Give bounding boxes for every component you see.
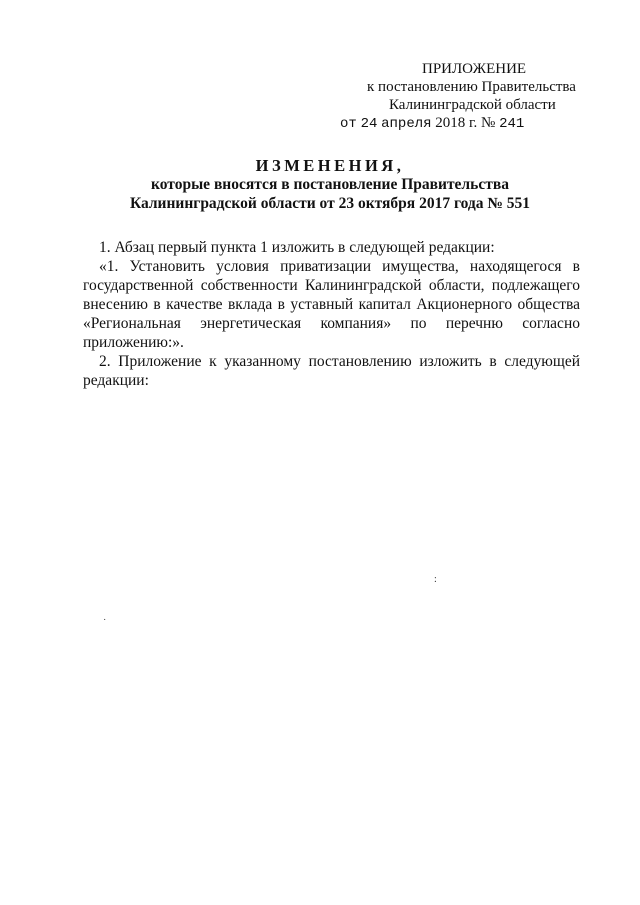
appendix-header [330,60,580,133]
appendix-region: Калининградской области [389,97,556,113]
title-main: ИЗМЕНЕНИЯ, [255,156,405,175]
date-year-suffix: г. [469,115,478,131]
paragraph-quote: «1. Установить условия приватизации имущества, находящегося в государственной собственности Калининградской области, подлежащего внесению в качестве вклада в уставный капитал Акционерного общества «Региональная энергетическая компания» по перечню согласно приложению:». [83,258,580,351]
title-subtitle-line2: Калининградской области от 23 октября 2017 года № 551 [129,195,531,212]
date-day: 24 [360,116,378,132]
number-label: № [481,115,496,131]
document-number: 241 [499,116,525,132]
scan-artifact-dot: ˙ [103,618,107,629]
scan-artifact-mark: : [434,574,437,585]
appendix-date-line [330,114,580,133]
paragraph-2: 2. Приложение к указанному постановлению изложить в следующей редакции: [83,353,580,389]
date-prefix: от [340,116,357,132]
date-month: апреля [381,116,432,132]
document-body [83,238,580,390]
document-title [80,156,580,213]
appendix-reference: к постановлению Правительства [367,79,576,95]
paragraph-1: 1. Абзац первый пункта 1 изложить в следующей редакции: [99,239,495,256]
title-subtitle-line1: которые вносятся в постановление Правительства [151,176,509,193]
date-year: 2018 [435,115,466,131]
appendix-title: ПРИЛОЖЕНИЕ [422,61,527,77]
